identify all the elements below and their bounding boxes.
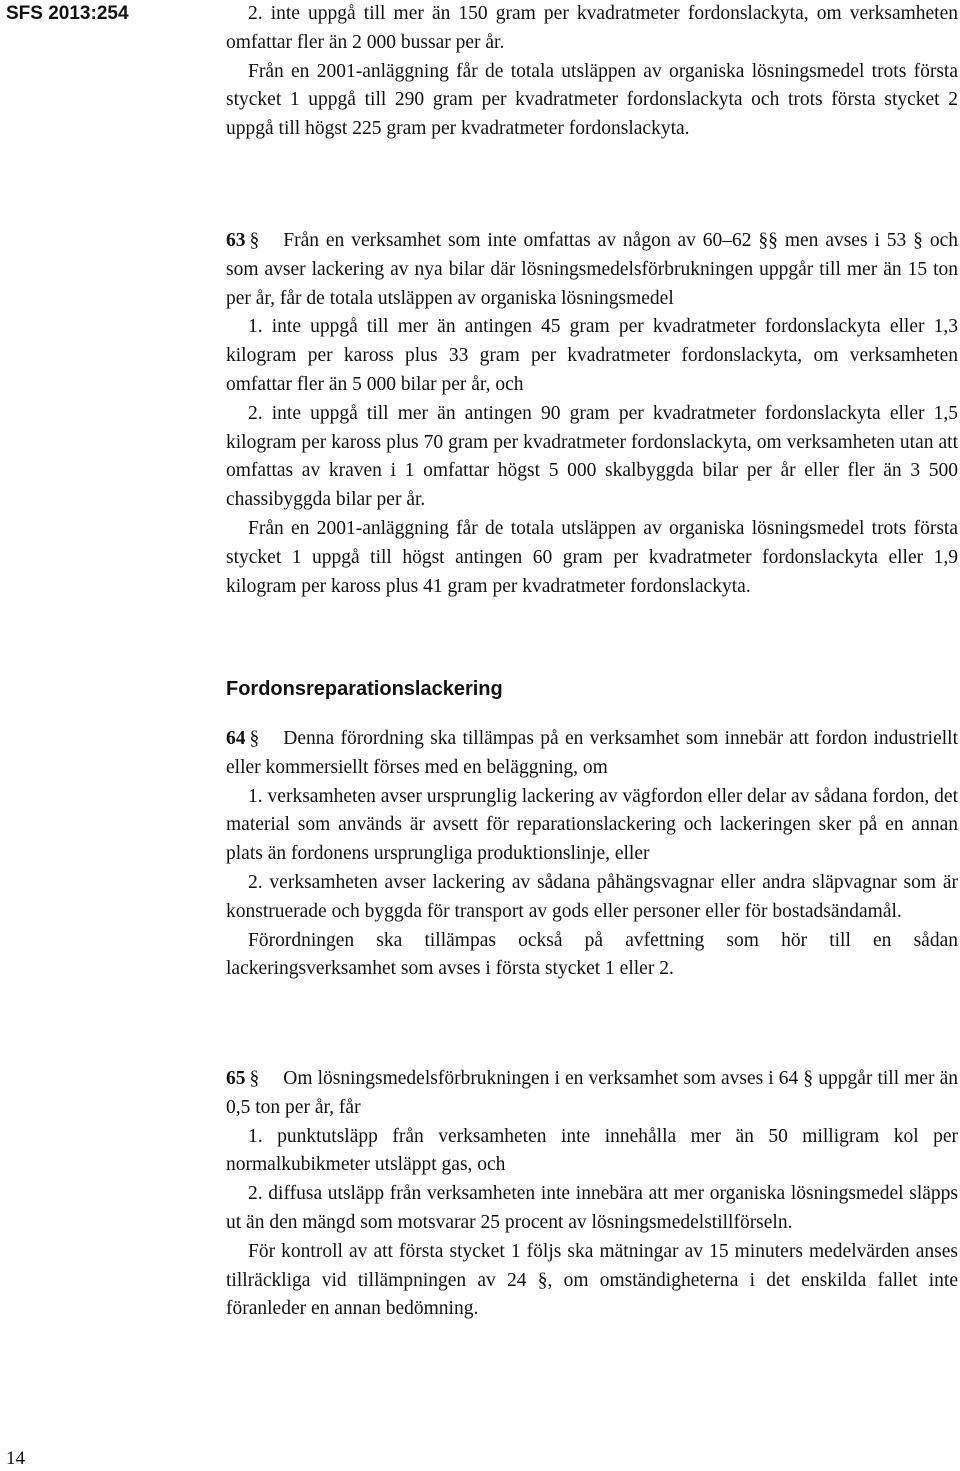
- section-mark: §: [249, 1068, 260, 1089]
- list-item: 2. inte uppgå till mer än antingen 90 gram per kvadratmeter fordonslackyta eller 1,5 kilogram per kaross plus 70 gram per kvadratmeter fordonslackyta, om verksamheten utan att omfattas av kraven i 1 omfattar högst 5 000 skalbyggda bilar per år eller fler än 3 500 chassibyggda bilar per år.: [226, 402, 958, 511]
- list-item: 2. verksamheten avser lackering av sådana påhängsvagnar eller andra släpvagnar som är konstruerade och byggda för transport av gods eller personer eller för bostadsändamål.: [226, 871, 958, 922]
- section-intro: [226, 227, 958, 313]
- section-number: 64: [226, 728, 246, 749]
- section-text: Från en verksamhet som inte omfattas av någon av 60–62 §§ men avses i 53 § och som avser lackering av nya bilar där lösningsmedelsförbrukningen uppgår till mer än 15 ton per år, får de totala utsläppen av organiska lösningsmedel: [226, 230, 958, 309]
- list-item: 1. verksamheten avser ursprunglig lackering av vägfordon eller delar av sådana fordon, det material som används är avsett för reparationslackering och lackeringen sker på en annan plats än fordonens ursprungliga produktionslinje, eller: [226, 785, 958, 865]
- section-number: 65: [226, 1068, 246, 1089]
- section-mark: §: [249, 728, 260, 749]
- paragraph: För kontroll av att första stycket 1 följs ska mätningar av 15 minuters medelvärden anses tillräckliga vid tillämpningen av 24 §, om omständigheterna i det enskilda fallet inte föranleder en annan bedömning.: [226, 1240, 958, 1320]
- list-item: 1. inte uppgå till mer än antingen 45 gram per kvadratmeter fordonslackyta eller 1,3 kilogram per kaross plus 33 gram per kvadratmeter fordonslackyta, om verksamheten omfattar fler än 5 000 bilar per år, och: [226, 316, 958, 395]
- section-64: [226, 675, 958, 984]
- section-intro: [226, 1065, 958, 1123]
- section-heading: Fordonsreparationslackering: [226, 678, 503, 700]
- section-mark: §: [249, 230, 260, 251]
- page-number: 14: [6, 1448, 25, 1469]
- section-62-continuation: [226, 0, 958, 144]
- list-item: 1. punktutsläpp från verksamheten inte innehålla mer än 50 milligram kol per normalkubikmeter utsläppt gas, och: [226, 1125, 958, 1176]
- section-intro: [226, 725, 958, 783]
- section-65: [226, 1065, 958, 1324]
- paragraph: Från en 2001-anläggning får de totala utsläppen av organiska lösningsmedel trots första stycket 1 uppgå till högst antingen 60 gram per kvadratmeter fordonslackyta eller 1,9 kilogram per kaross plus 41 gram per kvadratmeter fordonslackyta.: [226, 517, 958, 597]
- paragraph: Förordningen ska tillämpas också på avfettning som hör till en sådan lackeringsverksamhet som avses i första stycket 1 eller 2.: [226, 929, 958, 980]
- paragraph: Från en 2001-anläggning får de totala utsläppen av organiska lösningsmedel trots första stycket 1 uppgå till 290 gram per kvadratmeter fordonslackyta och trots första stycket 2 uppgå till högst 225 gram per kvadratmeter fordonslackyta.: [226, 60, 958, 140]
- document-id: SFS 2013:254: [6, 3, 129, 24]
- section-text: Denna förordning ska tillämpas på en verksamhet som innebär att fordon industriellt eller kommersiellt förses med en beläggning, om: [226, 728, 958, 778]
- list-item: 2. inte uppgå till mer än 150 gram per kvadratmeter fordonslackyta, om verksamheten omfattar fler än 2 000 bussar per år.: [226, 3, 958, 53]
- section-text: Om lösningsmedelsförbrukningen i en verksamhet som avses i 64 § uppgår till mer än 0,5 ton per år, får: [226, 1068, 958, 1118]
- list-item: 2. diffusa utsläpp från verksamheten inte innebära att mer organiska lösningsmedel släpps ut än den mängd som motsvarar 25 procent av lösningsmedelstillförseln.: [226, 1183, 958, 1233]
- section-number: 63: [226, 230, 246, 251]
- section-63: [226, 227, 958, 601]
